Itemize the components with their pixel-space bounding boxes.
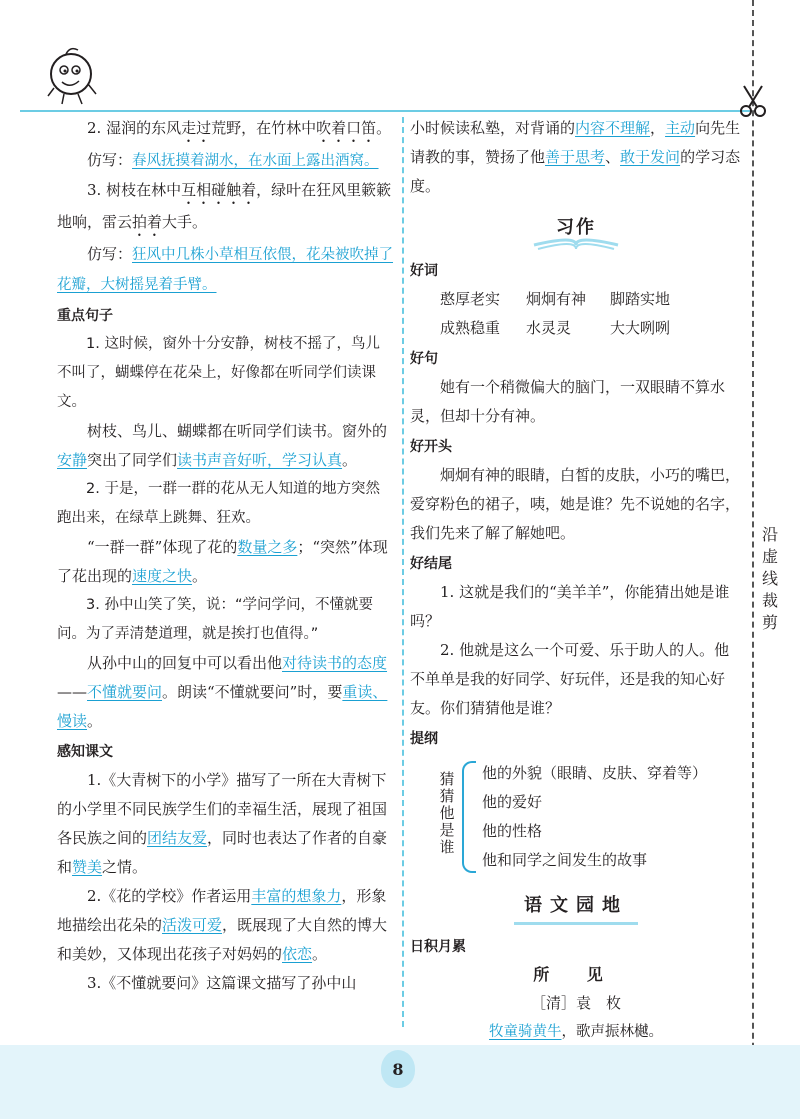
heading-good-words: 好词 [410,263,438,279]
key-analysis-2: “一群一群”体现了花的数量之多；“突然”体现了花出现的速度之快。 [57,538,388,585]
heading-good-ending: 好结尾 [410,556,452,572]
word-item: 憨厚老实 [440,290,501,308]
heading-outline: 提纲 [410,731,438,747]
key-sentence-3: 3. 孙中山笑了笑，说：“学问学问，不懂就要问。为了弄清楚道理，就是挨打也值得。” [57,597,373,642]
cartoon-face-mascot-icon [44,44,102,108]
brace-shape [462,761,476,873]
text-summary-2: 2.《花的学校》作者运用丰富的想象力，形象地描绘出花朵的活泼可爱，既展现了大自然的博大和美妙，又体现出花孩子对妈妈的依恋。 [57,887,388,963]
scissors-icon [738,84,768,118]
sentence-2: 2. 湿润的东风走过荒野，在竹林中吹着口笛。 [87,119,392,137]
poem-title: 所 见 [533,965,619,984]
good-sentence: 她有一个稍微偏大的脑门，一双眼睛不算水灵，但却十分有神。 [410,378,726,425]
good-ending-1: 1. 这就是我们的“美羊羊”，你能猜出她是谁吗？ [410,583,730,630]
good-ending-2: 2. 他就是这么一个可爱、乐于助人的人。他不单单是我的好同学、好玩伴，还是我的知心好友。你们猜猜他是谁？ [410,641,730,717]
outline-list [482,759,707,875]
heading-daily-accumulation: 日积月累 [410,939,466,955]
header-rule [20,110,752,112]
text-summary-3: 3.《不懂就要问》这篇课文描写了孙中山 [87,974,357,992]
outline-item: 他的爱好 [482,793,543,811]
word-item: 水灵灵 [526,319,572,337]
answer-text: 狂风中几株小草相互依偎，花朵被吹掉了花瓣，大树摇晃着手臂。 [57,247,394,293]
imitation-2: 仿写：狂风中几株小草相互依偎，花朵被吹掉了花瓣，大树摇晃着手臂。 [57,245,394,293]
outline-item: 他的性格 [482,822,543,840]
key-sentence-2: 2. 于是，一群一群的花从无人知道的地方突然跑出来，在绿草上跳舞、狂欢。 [57,481,380,526]
poem-line-1: 牧童骑黄牛，歌声振林樾。 [489,1024,663,1040]
outline-item: 他和同学之间发生的故事 [482,851,648,869]
cut-label: 沿虚线裁剪 [761,525,778,632]
good-opening: 炯炯有神的眼睛，白皙的皮肤，小巧的嘴巴，爱穿粉色的裙子，咦，她是谁？先不说她的名字，我们先来了解了解她吧。 [410,466,741,542]
heading-text-perception: 感知课文 [57,744,113,760]
key-analysis-1: 树枝、鸟儿、蝴蝶都在听同学们读书。窗外的安静突出了同学们读书声音好听，学习认真。 [57,422,388,469]
heading-good-sentence: 好句 [410,351,438,367]
section-banner-writing [410,207,742,253]
right-column [410,114,742,1075]
word-item: 脚踏实地 [610,290,671,308]
section-title-writing: 习作 [556,217,596,238]
section-title-garden: 语文园地 [514,889,638,925]
word-item: 成熟稳重 [440,319,501,337]
column-divider [402,117,404,1027]
page-number: 8 [381,1050,415,1088]
imitation-1: 仿写：春风抚摸着湖水，在水面上露出酒窝。 [87,151,379,169]
outline-diagram [436,759,742,875]
text-summary-1: 1.《大青树下的小学》描写了一所在大青树下的小学里不同民族学生们的幸福生活，展现了祖国各民族之间的团结友爱，同时也表达了作者的自豪和赞美之情。 [57,771,388,876]
heading-good-opening: 好开头 [410,439,452,455]
key-analysis-3: 从孙中山的回复中可以看出他对待读书的态度——不懂就要问。朗读“不懂就要问”时，要重读、慢读。 [57,654,388,730]
outline-item: 他的外貌（眼睛、皮肤、穿着等） [482,764,708,782]
sentence-3: 3. 树枝在林中互相碰触着，绿叶在狂风里簌簌地响，雷云拍着大手。 [57,181,392,231]
outline-root: 猜猜他是谁 [439,770,455,856]
good-words-grid [410,285,742,343]
heading-key-sentences: 重点句子 [57,308,113,324]
section-banner-garden [410,889,742,925]
poem-author: ［清］袁 枚 [530,994,621,1012]
text-summary-3-cont: 小时候读私塾，对背诵的内容不理解，主动向先生请教的事，赞扬了他善于思考、敢于发问的学习态度。 [410,119,741,195]
word-item: 大大咧咧 [610,319,671,337]
left-column [57,114,394,998]
word-item: 炯炯有神 [526,290,587,308]
cut-dashed-line [752,0,754,1119]
answer-text: 春风抚摸着湖水，在水面上露出酒窝。 [132,153,379,169]
key-sentence-1: 1. 这时候，窗外十分安静，树枝不摇了，鸟儿不叫了，蝴蝶停在花朵上，好像都在听同学们读课文。 [57,336,380,410]
